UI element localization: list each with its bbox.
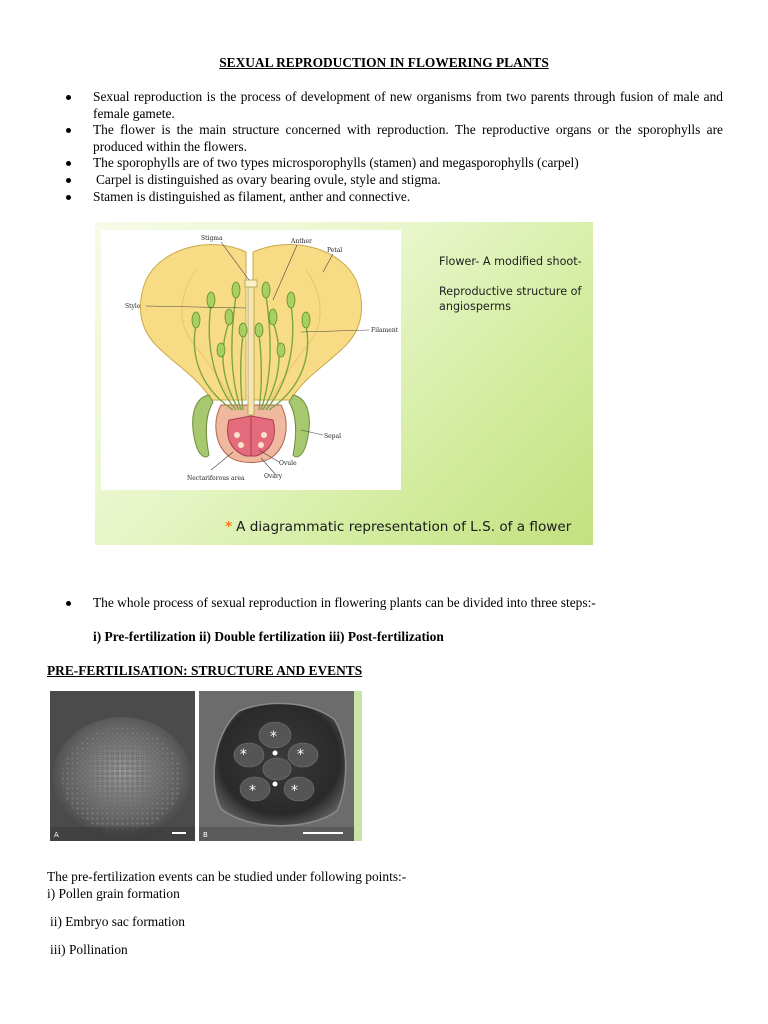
svg-text:*: * bbox=[249, 783, 256, 799]
panel-label-b: B bbox=[203, 831, 208, 839]
pre-point-item: iii) Pollination bbox=[50, 942, 128, 957]
flower-diagram bbox=[101, 230, 401, 490]
svg-text:*: * bbox=[297, 747, 304, 763]
svg-text:*: * bbox=[291, 783, 298, 799]
svg-text:*: * bbox=[240, 747, 247, 763]
figure-caption: * A diagrammatic representation of L.S. of a flower bbox=[225, 519, 572, 535]
label-petal: Petal bbox=[327, 247, 343, 254]
steps-intro-bullet: The whole process of sexual reproduction in flowering plants can be divided into three steps:- bbox=[66, 595, 768, 612]
bullet-item: The flower is the main structure concerned with reproduction. The reproductive organs or the sporophylls are produced within the flowers. bbox=[66, 122, 723, 155]
flower-ls-figure bbox=[95, 222, 593, 545]
label-nectariferous: Nectariferous area bbox=[187, 475, 245, 482]
flower-diagram-panel bbox=[101, 230, 401, 490]
section-heading: PRE-FERTILISATION: STRUCTURE AND EVENTS bbox=[47, 663, 363, 678]
pre-point-item: ii) Embryo sac formation bbox=[50, 914, 185, 929]
side-text: Reproductive structure of angiosperms bbox=[439, 284, 582, 314]
figure-side-notes bbox=[439, 254, 584, 329]
panel-label-a: A bbox=[54, 831, 59, 839]
side-heading: Flower- A modified shoot- bbox=[439, 255, 582, 268]
label-anther: Anther bbox=[291, 238, 312, 245]
steps-list: i) Pre-fertilization ii) Double fertilization iii) Post-fertilization bbox=[93, 629, 444, 644]
bullet-item: Sexual reproduction is the process of development of new organisms from two parents through fusion of male and female gamete. bbox=[66, 89, 723, 122]
label-stigma: Stigma bbox=[201, 235, 223, 242]
label-ovary: Ovary bbox=[264, 473, 283, 480]
asterisk-icon: * bbox=[225, 519, 233, 535]
svg-text:*: * bbox=[270, 729, 277, 745]
label-style: Style bbox=[125, 303, 141, 310]
pre-point-item: i) Pollen grain formation bbox=[47, 886, 180, 901]
intro-bullet-list bbox=[66, 89, 723, 205]
bullet-item: Stamen is distinguished as filament, anther and connective. bbox=[66, 189, 723, 206]
label-sepal: Sepal bbox=[324, 433, 341, 440]
bullet-item: Carpel is distinguished as ovary bearing ovule, style and stigma. bbox=[66, 172, 723, 189]
page-title: SEXUAL REPRODUCTION IN FLOWERING PLANTS bbox=[219, 55, 549, 70]
pollen-micrograph-b bbox=[199, 691, 362, 841]
pre-fertilization-intro: The pre-fertilization events can be studied under following points:- bbox=[47, 869, 407, 884]
pollen-micrograph-a bbox=[50, 691, 195, 841]
bullet-item: The sporophylls are of two types microsporophylls (stamen) and megasporophylls (carpel) bbox=[66, 155, 723, 172]
label-filament: Filament bbox=[371, 327, 399, 334]
label-ovule: Ovule bbox=[279, 460, 297, 467]
